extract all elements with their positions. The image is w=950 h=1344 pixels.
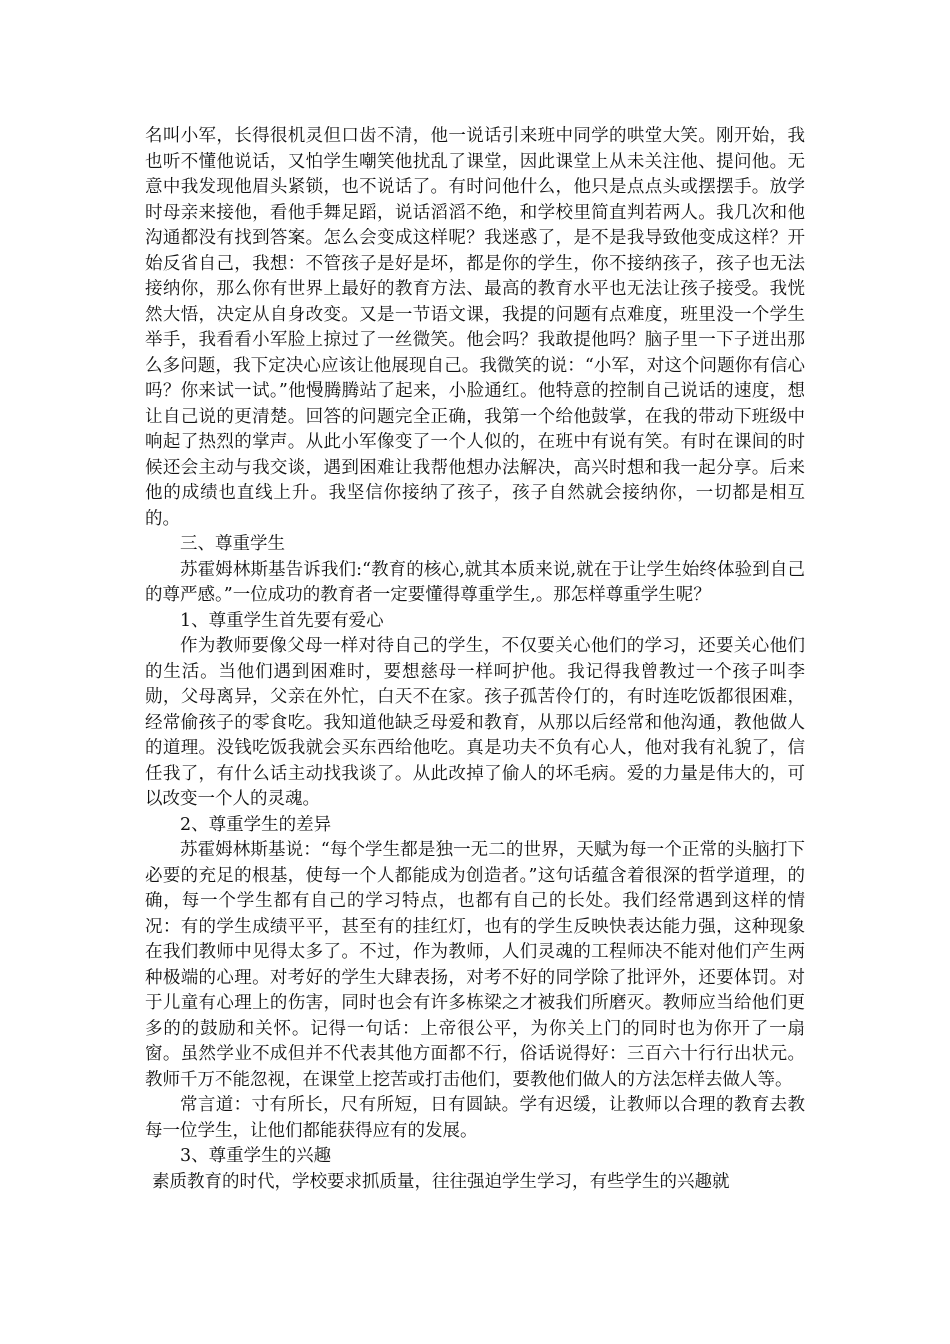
section-heading-respect-students: 三、尊重学生 xyxy=(180,534,285,554)
paragraph-love: 作为教师要像父母一样对待自己的学生，不仅要关心他们的学习，还要关心他们的生活。当他们遇到困难时，要想慈母一样呵护他。我记得我曾教过一个孩子叫李勋，父母离异，父亲在外忙，白天不在家。孩子孤苦伶仃的，有时连吃饭都很困难，经常偷孩子的零食吃。我知道他缺乏母爱和教育，从那以后经常和他沟通，教他做人的道理。没钱吃饭我就会买东西给他吃。真是功夫不负有心人，他对我有礼貌了，信任我了，有什么话主动找我谈了。从此改掉了偷人的坏毛病。爱的力量是伟大的，可以改变一个人的灵魂。 xyxy=(145,636,805,809)
paragraph-interests: 素质教育的时代，学校要求抓质量，往往强迫学生学习，有些学生的兴趣就 xyxy=(152,1171,730,1192)
paragraph-suhomlinsky-quote: 苏霍姆林斯基告诉我们:“教育的核心,就其本质来说,就在于让学生始终体验到自己的尊严感。”一位成功的教育者一定要懂得尊重学生,。那怎样尊重学生呢？ xyxy=(145,559,805,605)
paragraph-differences: 苏霍姆林斯基说：“每个学生都是独一无二的世界，天赋为每一个正常的头脑打下必要的充足的根基，使每一个人都能成为创造者。”这句话蕴含着很深的哲学道理，的确，每一个学生都有自己的学习特点，也都有自己的长处。我们经常遇到这样的情况：有的学生成绩平平，甚至有的挂红灯，也有的学生反映快表达能力强，这种现象在我们教师中见得太多了。不过，作为教师，人们灵魂的工程师决不能对他们产生两种极端的心理。对考好的学生大肆表扬，对考不好的同学除了批评外，还要体罚。对于儿童有心理上的伤害，同时也会有许多栋梁之才被我们所磨灭。教师应当给他们更多的的鼓励和关怀。记得一句话：上帝很公平，为你关上门的同时也为你开了一扇窗。虽然学业不成但并不代表其他方面都不行，俗话说得好：三百六十行行出状元。教师千万不能忽视，在课堂上挖苦或打击他们，要教他们做人的方法怎样去做人等。 xyxy=(145,840,805,1090)
subheading-interests: 3、尊重学生的兴趣 xyxy=(180,1146,332,1166)
document-page xyxy=(145,124,805,1195)
subheading-differences: 2、尊重学生的差异 xyxy=(180,814,332,835)
paragraph-xiaojun-story: 名叫小军，长得很机灵但口齿不清，他一说话引来班中同学的哄堂大笑。刚开始，我也听不懂他说话，又怕学生嘲笑他扰乱了课堂，因此课堂上从未关注他、提问他。无意中我发现他眉头紧锁，也不说话了。有时问他什么，他只是点点头或摆摆手。放学时母亲来接他，看他手舞足蹈，说话滔滔不绝，和学校里简直判若两人。我几次和他沟通都没有找到答案。怎么会变成这样呢？我迷惑了，是不是我导致他变成这样？开始反省自己，我想：不管孩子是好是坏，都是你的学生，你不接纳孩子，孩子也无法接纳你，那么你有世界上最好的教育方法、最高的教育水平也无法让孩子接受。我恍然大悟，决定从自身改变。又是一节语文课，我提的问题有点难度，班里没一个学生举手，我看看小军脸上掠过了一丝微笑。他会吗？我敢提他吗？脑子里一下子迸出那么多问题，我下定决心应该让他展现自己。我微笑的说：“小军，对这个问题你有信心吗？你来试一试。”他慢腾腾站了起来，小脸通红。他特意的控制自己说话的速度，想让自己说的更清楚。回答的问题完全正确，我第一个给他鼓掌，在我的带动下班级中响起了热烈的掌声。从此小军像变了一个人似的，在班中有说有笑。有时在课间的时候还会主动与我交谈，遇到困难让我帮他想办法解决，高兴时想和我一起分享。后来他的成绩也直线上升。我坚信你接纳了孩子，孩子自然就会接纳你，一切都是相互的。 xyxy=(145,126,805,529)
subheading-love: 1、尊重学生首先要有爱心 xyxy=(180,610,384,631)
paragraph-proverb: 常言道：寸有所长，尺有所短，日有圆缺。学有迟缓，让教师以合理的教育去教每一位学生，让他们都能获得应有的发展。 xyxy=(145,1095,805,1141)
